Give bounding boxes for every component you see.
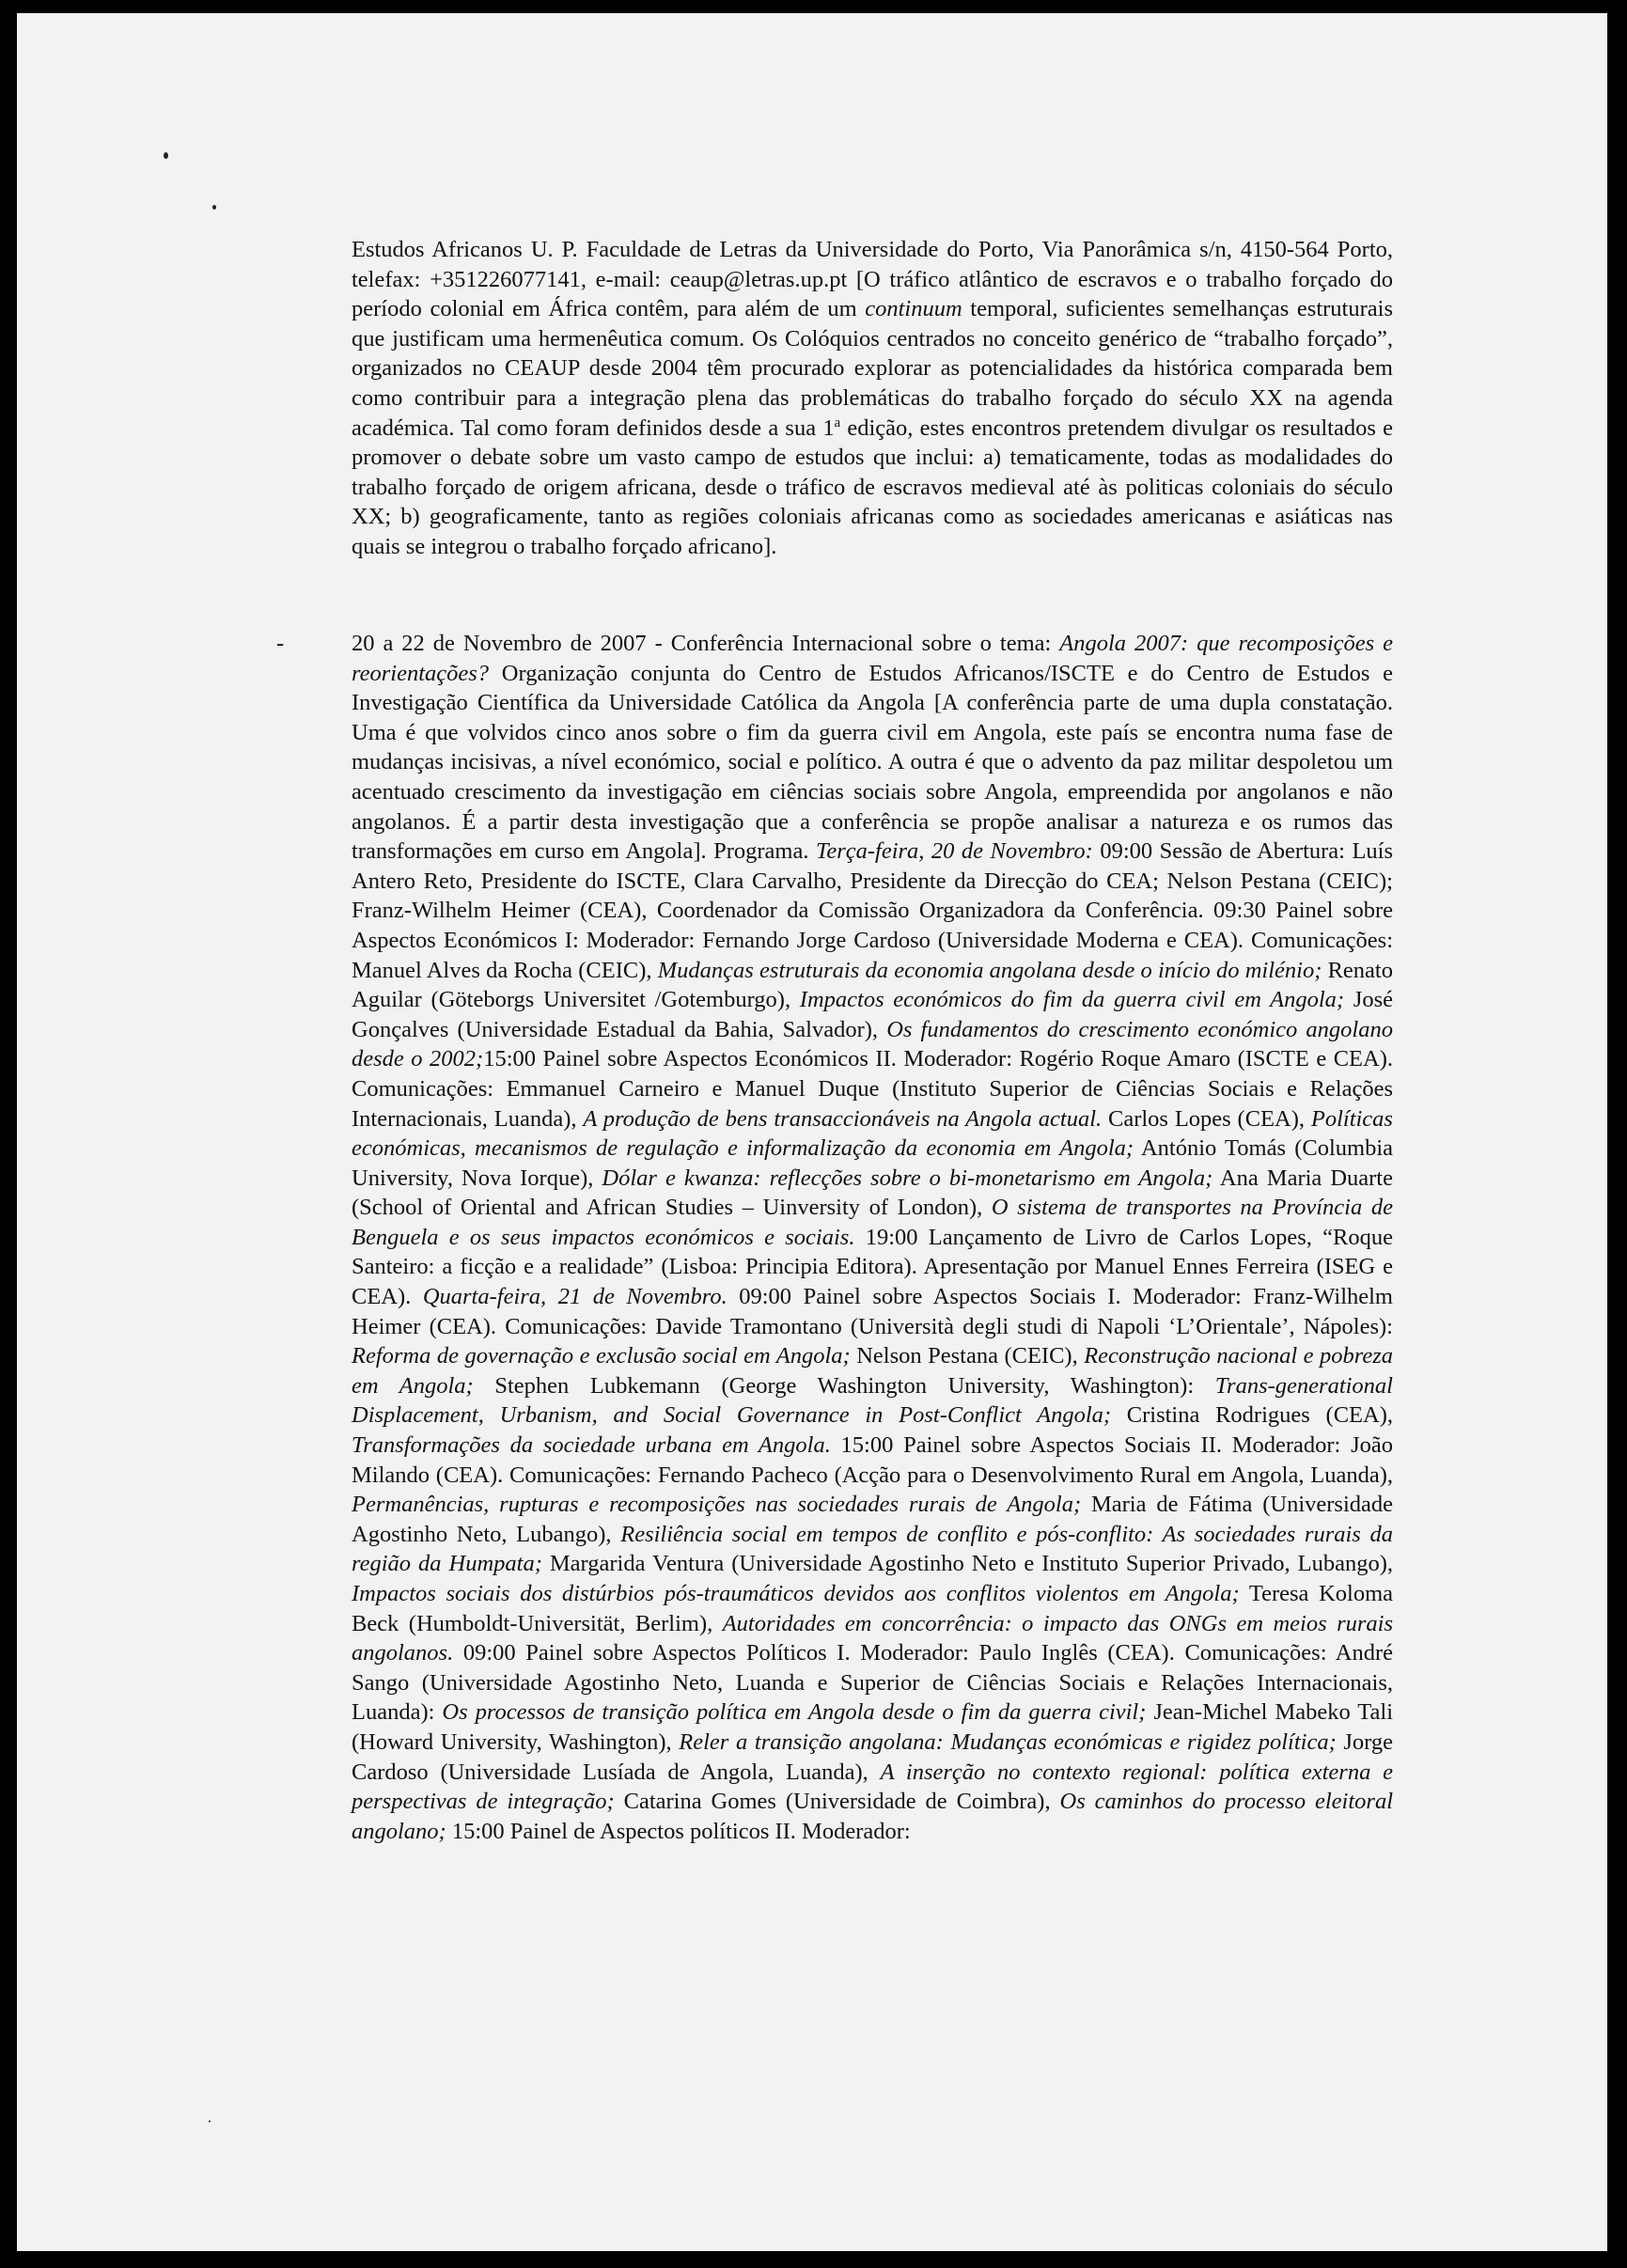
italic-text-run: Terça-feira, 20 de Novembro: xyxy=(815,838,1093,865)
scan-speck xyxy=(209,2120,211,2122)
text-run: Estudos Africanos U. P. Faculdade de Letras da Universidade do Porto, Via Panorâmica s/n, 4150-564 Porto, telefax: +351226077141, e-mail: ceaup@letras.up.pt [O tráfico atlântico de escravos e o trabalho forçado do período colonial em África contêm, para além de um xyxy=(352,237,1393,322)
text-run: edição, estes encontros pretendem divulgar os resultados e promover o debate sobre um vasto campo de estudos que inclui: a) tematicamente, todas as modalidades do trabalho forçado de origem africana, desde o tráfico de escravos medieval até às politicas coloniais do século XX; b) geograficamente, tanto as regiões coloniais africanas como as sociedades americanas e asiáticas nas quais se integrou o trabalho forçado africano]. xyxy=(352,414,1393,559)
italic-text-run: A inserção no contexto regional: política externa e perspectivas de integração; xyxy=(352,1759,1393,1815)
text-run: Ana Maria Duarte (School of Oriental and African Studies – Uinversity of London), xyxy=(352,1165,1393,1221)
text-run: 15:00 Painel de Aspectos políticos II. Moderador: xyxy=(446,1818,911,1844)
text-run: Jorge Cardoso (Universidade Lusíada de Angola, Luanda), xyxy=(352,1728,1394,1785)
italic-text-run: Trans-generational Displacement, Urbanism, and Social Governance in Post-Conflict Angola; xyxy=(352,1372,1393,1429)
text-run: 19:00 Lançamento de Livro de Carlos Lopes, “Roque Santeiro: a ficção e a realidade” (Lisboa: Principia Editora). Apresentação por Manuel Ennes Ferreira (ISEG e CEA). xyxy=(352,1224,1393,1310)
italic-text-run: O sistema de transportes na Província de Benguela e os seus impactos económicos e sociais. xyxy=(352,1195,1393,1250)
page-sheet xyxy=(17,13,1607,2251)
text-run: Maria de Fátima (Universidade Agostinho Neto, Lubango), xyxy=(352,1492,1393,1547)
text-run: 15:00 Painel sobre Aspectos Económicos II. Moderador: Rogério Roque Amaro (ISCTE e CEA). Comunicações: Emmanuel Carneiro e Manuel Duque (Instituto Superior de Ciências Sociais e Relações Internacionais, Luanda), xyxy=(352,1046,1393,1132)
italic-text-run: Os caminhos do processo eleitoral angolano; xyxy=(352,1789,1393,1844)
paragraph-conference xyxy=(276,629,1394,1846)
italic-text-run: Políticas económicas, mecanismos de regulação e informalização da economia em Angola; xyxy=(352,1105,1393,1162)
scan-speck xyxy=(164,152,168,159)
text-run: José Gonçalves (Universidade Estadual da Bahia, Salvador), xyxy=(352,987,1393,1042)
text-run: Teresa Koloma Beck (Humboldt-Universität, Berlim), xyxy=(352,1581,1393,1636)
italic-text-run: Transformações da sociedade urbana em Angola. xyxy=(352,1432,831,1459)
text-run: Carlos Lopes (CEA), xyxy=(1102,1105,1311,1132)
italic-text-run: Angola 2007: que recomposições e reorientações? xyxy=(352,631,1394,686)
italic-text-run: Mudanças estruturais da economia angolana desde o início do milénio; xyxy=(657,957,1322,983)
italic-text-run: Impactos sociais dos distúrbios pós-traumáticos devidos aos conflitos violentos em Angola; xyxy=(352,1581,1240,1606)
text-run: Jean-Michel Mabeko Tali (Howard University, Washington), xyxy=(352,1699,1394,1755)
text-run: 15:00 Painel sobre Aspectos Sociais II. Moderador: João Milando (CEA). Comunicações: Fernando Pacheco (Acção para o Desenvolvimento Rural em Angola, Luanda), xyxy=(352,1432,1394,1488)
text-run: 09:00 Painel sobre Aspectos Políticos I. Moderador: Paulo Inglês (CEA). Comunicações: André Sango (Universidade Agostinho Neto, Luanda e Superior de Ciências Sociais e Relações Internacionais, Luanda): xyxy=(352,1640,1393,1726)
conference-text xyxy=(352,631,1393,1844)
text-run: 09:00 Painel sobre Aspectos Sociais I. Moderador: Franz-Wilhelm Heimer (CEA). Comunicações: Davide Tramontano (Università degli studi di Napoli ‘L’Orientale’, Nápoles): xyxy=(352,1284,1393,1339)
text-run: Cristina Rodrigues (CEA), xyxy=(1111,1402,1393,1429)
italic-text-run: Quarta-feira, 21 de Novembro. xyxy=(422,1284,727,1310)
italic-text-run: continuum xyxy=(865,296,962,322)
italic-text-run: Resiliência social em tempos de conflito e pós-conflito: As sociedades rurais da região da Humpata; xyxy=(352,1521,1393,1577)
italic-text-run: A produção de bens transaccionáveis na Angola actual. xyxy=(583,1105,1103,1132)
italic-text-run: Os fundamentos do crescimento económico angolano desde o 2002; xyxy=(352,1016,1393,1072)
text-run: 09:00 Sessão de Abertura: Luís Antero Reto, Presidente do ISCTE, Clara Carvalho, Presidente da Direcção do CEA; Nelson Pestana (CEIC); Franz-Wilhelm Heimer (CEA), Coordenador da Comissão Organizadora da Conferência. 09:30 Painel sobre Aspectos Económicos I: Moderador: Fernando Jorge Cardoso (Universidade Moderna e CEA). Comunicações: Manuel Alves da Rocha (CEIC), xyxy=(352,838,1394,983)
italic-text-run: Reler a transição angolana: Mudanças económicas e rigidez política; xyxy=(679,1728,1337,1755)
italic-text-run: Autoridades em concorrência: o impacto das ONGs em meios rurais angolanos. xyxy=(352,1610,1393,1666)
text-run: Stephen Lubkemann (George Washington University, Washington): xyxy=(473,1372,1215,1399)
text-run: Nelson Pestana (CEIC), xyxy=(850,1343,1085,1369)
italic-text-run: Reconstrução nacional e pobreza em Angola; xyxy=(352,1343,1394,1399)
text-run: a xyxy=(834,414,841,430)
text-run: Organização conjunta do Centro de Estudos Africanos/ISCTE e do Centro de Estudos e Investigação Científica da Universidade Católica da Angola [A conferência parte de uma dupla constatação. Uma é que volvidos cinco anos sobre o fim da guerra civil em Angola, este país se encontra numa fase de mudanças incisivas, a nível económico, social e político. A outra é que o advento da paz militar despoletou um acentuado crescimento da investigação em ciências sociais sobre Angola, empreendida por angolanos e não angolanos. É a partir desta investigação que a conferência se propõe analisar a natureza e os rumos das transformações em curso em Angola]. Programa. xyxy=(352,660,1393,865)
text-run: Renato Aguilar (Göteborgs Universitet /Gotemburgo), xyxy=(352,957,1393,1013)
text-run: temporal, suficientes semelhanças estruturais que justificam uma hermenêutica comum. Os Colóquios centrados no conceito genérico de “trabalho forçado”, organizados no CEAUP desde 2004 têm procurado explorar as potencialidades da histórica comparada bem como contribuir para a integração plena das problemáticas do trabalho forçado do século XX na agenda académica. Tal como foram definidos desde a sua 1 xyxy=(352,296,1393,441)
scan-speck xyxy=(212,205,216,210)
text-run: Catarina Gomes (Universidade de Coimbra), xyxy=(614,1789,1060,1815)
text-run: 20 a 22 de Novembro de 2007 - Conferência Internacional sobre o tema: xyxy=(352,631,1060,656)
italic-text-run: Impactos económicos do fim da guerra civil em Angola; xyxy=(799,987,1345,1013)
italic-text-run: Permanências, rupturas e recomposições nas sociedades rurais de Angola; xyxy=(352,1492,1082,1518)
italic-text-run: Dólar e kwanza: reflecções sobre o bi-monetarismo em Angola; xyxy=(602,1165,1213,1191)
list-bullet: - xyxy=(276,631,285,656)
paragraph-institution xyxy=(352,235,1393,562)
italic-text-run: Os processos de transição política em Angola desde o fim da guerra civil; xyxy=(442,1699,1147,1726)
text-run: Margarida Ventura (Universidade Agostinho Neto e Instituto Superior Privado, Lubango), xyxy=(541,1551,1393,1577)
italic-text-run: Reforma de governação e exclusão social em Angola; xyxy=(352,1343,851,1369)
text-run: António Tomás (Columbia University, Nova Iorque), xyxy=(352,1135,1394,1191)
